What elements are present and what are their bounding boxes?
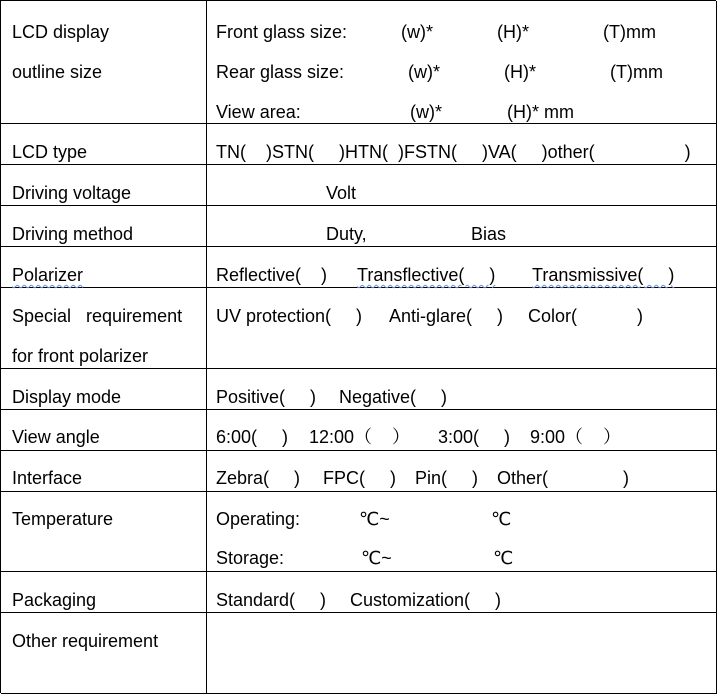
polarizer-reflective: Reflective( ) bbox=[216, 265, 328, 285]
driving-method-duty: Duty, bbox=[326, 224, 367, 244]
row-divider bbox=[1, 164, 717, 165]
other-interface-option: Other( ) bbox=[497, 468, 630, 488]
anti-glare-option: Anti-glare( ) bbox=[389, 306, 504, 326]
uv-protection-option: UV protection( ) bbox=[216, 306, 363, 326]
row-divider bbox=[1, 491, 717, 492]
row-divider bbox=[1, 123, 717, 124]
rear-glass-label: Rear glass size: bbox=[216, 62, 345, 82]
driving-method-bias: Bias bbox=[471, 224, 507, 244]
operating-temp-label: Operating: bbox=[216, 509, 301, 529]
column-divider bbox=[206, 1, 207, 694]
lcd-type-label: LCD type bbox=[12, 142, 88, 162]
customization-option: Customization( ) bbox=[350, 590, 502, 610]
storage-temp-min-unit: ℃~ bbox=[361, 548, 392, 568]
special-requirement-label: Special requirement bbox=[12, 306, 183, 326]
operating-temp-min-unit: ℃~ bbox=[359, 509, 390, 529]
row-divider bbox=[1, 246, 717, 247]
row-divider bbox=[1, 571, 717, 572]
negative-option: Negative( ) bbox=[339, 387, 448, 407]
row-divider bbox=[1, 409, 717, 410]
row-divider bbox=[1, 450, 717, 451]
packaging-label: Packaging bbox=[12, 590, 97, 610]
view-angle-900: 9:00（ ） bbox=[530, 427, 622, 447]
outline-size-label: outline size bbox=[12, 62, 103, 82]
temperature-label: Temperature bbox=[12, 509, 114, 529]
view-area-width: (w)* bbox=[410, 102, 442, 122]
interface-label: Interface bbox=[12, 468, 83, 488]
operating-temp-max-unit: ℃ bbox=[491, 509, 512, 529]
rear-glass-thickness: (T)mm bbox=[610, 62, 663, 82]
fpc-option: FPC( ) bbox=[323, 468, 396, 488]
storage-temp-max-unit: ℃ bbox=[493, 548, 514, 568]
color-option: Color( ) bbox=[528, 306, 644, 326]
positive-option: Positive( ) bbox=[216, 387, 317, 407]
polarizer-transflective: Transflective( ) bbox=[357, 265, 496, 285]
row-divider bbox=[1, 205, 717, 206]
row-divider bbox=[1, 287, 717, 288]
polarizer-transmissive: Transmissive( ) bbox=[532, 265, 675, 285]
front-glass-height: (H)* bbox=[497, 22, 529, 42]
view-angle-300: 3:00( ) bbox=[438, 427, 511, 447]
driving-voltage-unit: Volt bbox=[326, 183, 357, 203]
zebra-option: Zebra( ) bbox=[216, 468, 301, 488]
view-angle-label: View angle bbox=[12, 427, 100, 447]
row-divider bbox=[1, 368, 717, 369]
rear-glass-height: (H)* bbox=[504, 62, 536, 82]
display-mode-label: Display mode bbox=[12, 387, 122, 407]
driving-voltage-label: Driving voltage bbox=[12, 183, 132, 203]
view-angle-1200: 12:00（ ） bbox=[309, 427, 411, 447]
front-glass-thickness: (T)mm bbox=[603, 22, 656, 42]
front-glass-label: Front glass size: bbox=[216, 22, 348, 42]
row-divider bbox=[1, 612, 717, 613]
driving-method-label: Driving method bbox=[12, 224, 134, 244]
front-glass-width: (w)* bbox=[401, 22, 433, 42]
special-requirement-label: for front polarizer bbox=[12, 346, 149, 366]
view-area-height: (H)* mm bbox=[507, 102, 574, 122]
storage-temp-label: Storage: bbox=[216, 548, 285, 568]
pin-option: Pin( ) bbox=[415, 468, 479, 488]
view-area-label: View area: bbox=[216, 102, 301, 122]
other-requirement-label: Other requirement bbox=[12, 631, 159, 651]
standard-option: Standard( ) bbox=[216, 590, 327, 610]
view-angle-600: 6:00( ) bbox=[216, 427, 289, 447]
lcd-type-options: TN( )STN( )HTN( )FSTN( )VA( )other( ) bbox=[216, 142, 691, 162]
polarizer-label: Polarizer bbox=[12, 265, 84, 285]
rear-glass-width: (w)* bbox=[408, 62, 440, 82]
outline-size-label: LCD display bbox=[12, 22, 110, 42]
